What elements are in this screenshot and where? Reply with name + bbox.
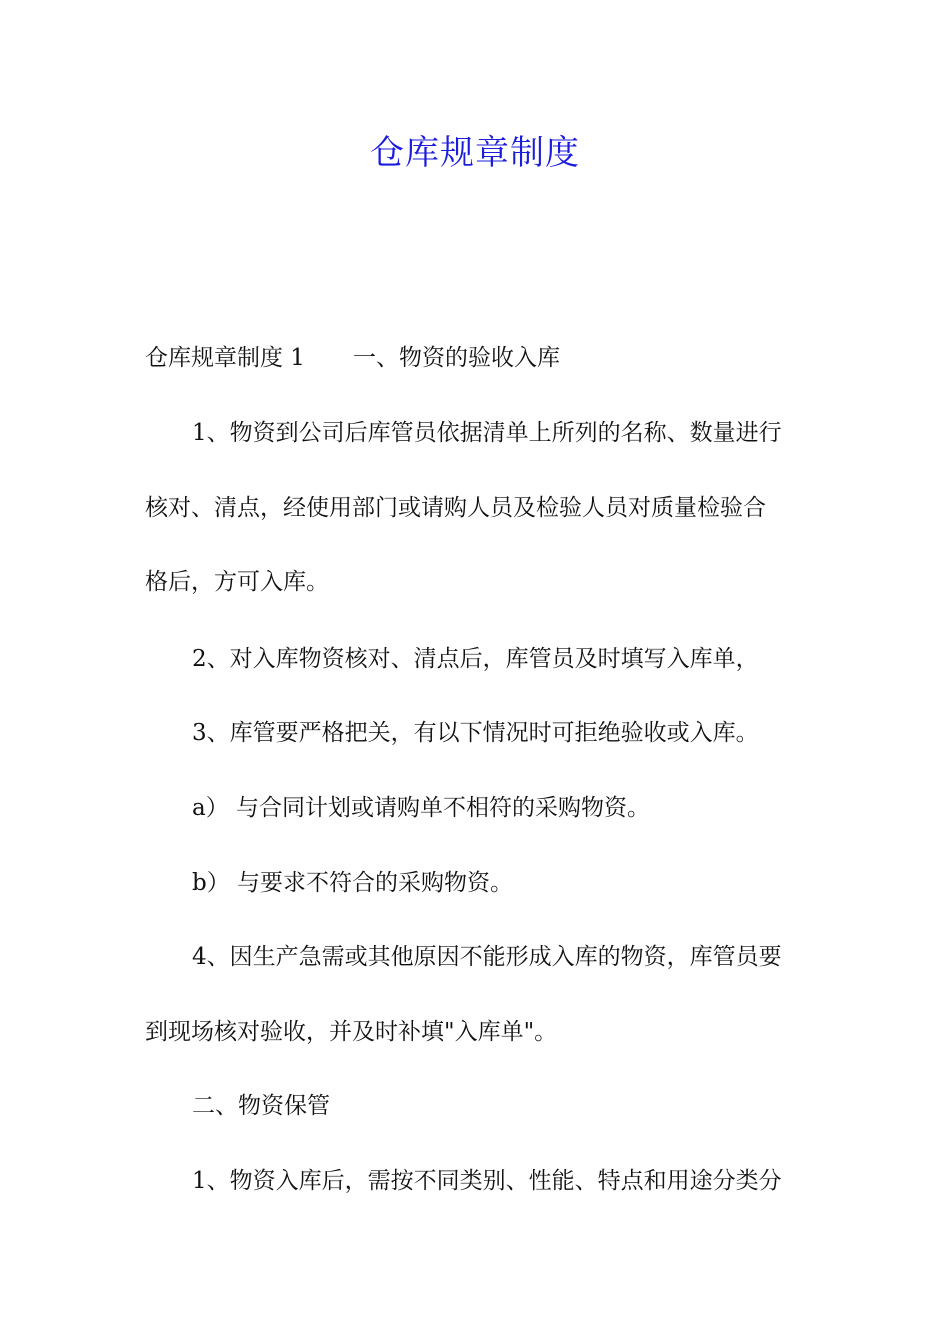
list-item-b: b） 与要求不符合的采购物资。: [192, 870, 514, 896]
heading-prefix: 仓库规章制度 1: [145, 345, 305, 371]
document-title: 仓库规章制度: [370, 133, 580, 173]
paragraph-line: 到现场核对验收，并及时补填"入库单"。: [145, 1019, 558, 1045]
section-heading-line: [145, 343, 825, 373]
paragraph-line: 1、物资到公司后库管员依据清单上所列的名称、数量进行: [192, 420, 782, 446]
list-item-a: a） 与合同计划或请购单不相符的采购物资。: [192, 795, 651, 821]
paragraph-line: 1、物资入库后，需按不同类别、性能、特点和用途分类分: [192, 1168, 782, 1194]
section2-title: 二、物资保管: [192, 1093, 330, 1119]
paragraph-line: 3、库管要严格把关，有以下情况时可拒绝验收或入库。: [192, 720, 759, 746]
paragraph-line: 4、因生产急需或其他原因不能形成入库的物资，库管员要: [192, 944, 782, 970]
section1-title: 一、物资的验收入库: [352, 345, 560, 371]
paragraph-line: 格后，方可入库。: [145, 569, 329, 595]
paragraph-line: 核对、清点，经使用部门或请购人员及检验人员对质量检验合: [145, 495, 766, 521]
paragraph-line: 2、对入库物资核对、清点后，库管员及时填写入库单，: [192, 646, 759, 672]
